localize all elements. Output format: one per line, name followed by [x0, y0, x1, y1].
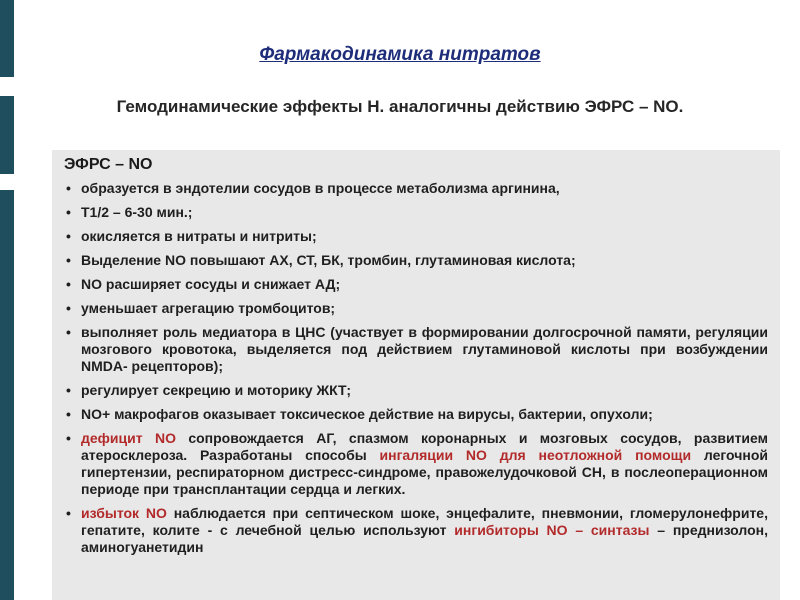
- bullet-text: образуется в эндотелии сосудов в процессе метаболизма аргинина,: [81, 180, 560, 196]
- side-bar-decoration: [0, 190, 14, 600]
- bullet-text: наблюдается при септическом шоке, энцефалите, пневмонии, гломерулонефрите, гепатите, колите - с лечебной целью используют: [81, 505, 768, 538]
- list-item: [64, 180, 768, 197]
- bullet-text: NO расширяет сосуды и снижает АД;: [81, 276, 341, 292]
- bullet-text: – преднизолон, аминогуанетидин: [81, 522, 768, 555]
- highlighted-text: дефицит NO: [81, 430, 176, 446]
- bullet-text: T1/2 – 6-30 мин.;: [81, 204, 193, 220]
- list-item: [64, 252, 768, 269]
- bullet-text: регулирует секрецию и моторику ЖКТ;: [81, 382, 352, 398]
- content-panel: [52, 150, 780, 600]
- bullet-text: NO+ макрофагов оказывает токсическое действие на вирусы, бактерии, опухоли;: [81, 406, 653, 422]
- list-item: [64, 382, 768, 399]
- bullet-text: выполняет роль медиатора в ЦНС (участвует в формировании долгосрочной памяти, регуляции мозгового кровотока, выделяется под действием глутаминовой кислоты при возбуждении NMDA- рецепторов);: [81, 324, 768, 374]
- highlighted-text: ингаляции NO для неотложной помощи: [379, 447, 692, 463]
- bullet-text: окисляется в нитраты и нитриты;: [81, 228, 317, 244]
- bullet-text: легочной гипертензии, респираторном дистресс-синдроме, правожелудочковой СН, в послеоперационном периоде при трансплантации сердца и легких.: [81, 447, 768, 497]
- list-item: [64, 406, 768, 423]
- list-item: [64, 324, 768, 375]
- bullet-text: сопровождается АГ, спазмом коронарных и мозговых сосудов, развитием атеросклероза. Разработаны способы: [81, 430, 768, 463]
- highlighted-text: избыток NO: [81, 505, 167, 521]
- list-item: [64, 276, 768, 293]
- list-item: [64, 228, 768, 245]
- highlighted-text: ингибиторы NO – синтазы: [454, 522, 650, 538]
- bullet-list: [64, 180, 768, 556]
- list-item: [64, 505, 768, 556]
- bullet-text: Выделение NO повышают АХ, СТ, БК, тромбин, глутаминовая кислота;: [81, 252, 576, 268]
- list-item: [64, 430, 768, 498]
- list-item: [64, 300, 768, 317]
- list-item: [64, 204, 768, 221]
- slide-subtitle: Гемодинамические эффекты Н. аналогичны действию ЭФРС – NO.: [116, 97, 684, 116]
- slide-title: Фармакодинамика нитратов: [259, 44, 541, 65]
- section-heading: ЭФРС – NO: [64, 156, 153, 173]
- bullet-text: уменьшает агрегацию тромбоцитов;: [81, 300, 336, 316]
